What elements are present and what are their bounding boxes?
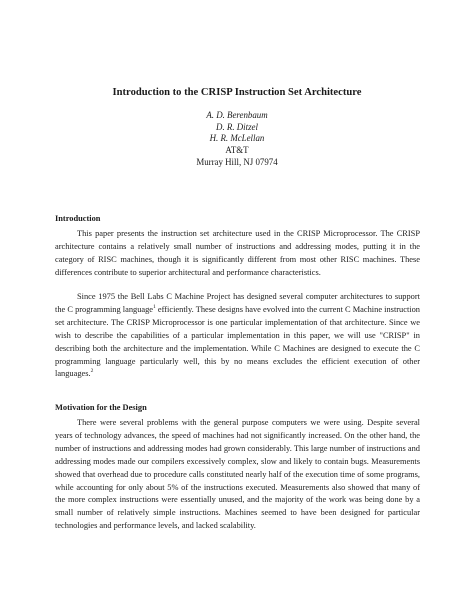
paragraph-text: efficiently. These designs have evolved into the current C Machine instruction set architecture. The CRISP Microprocessor is one particular implementation of that architecture. Since we wish to describe the capabilities of a particular implementation in this paper, we will use "CRISP" in describing both the architecture and the implementation. While C Machines are designed to execute the C programming language particularly well, this by no means excludes the efficient execution of other languages. bbox=[55, 304, 420, 379]
paragraph-text: Since 1975 the Bell Labs C Machine Project has designed several computer architectures to support the C programming language bbox=[55, 292, 420, 314]
affiliation-location: Murray Hill, NJ 07974 bbox=[196, 156, 278, 167]
footnote-marker: 1 bbox=[153, 304, 156, 311]
footnote-marker: 2 bbox=[90, 368, 94, 375]
paragraph-introduction-2 bbox=[55, 291, 420, 381]
section-heading-introduction: Introduction bbox=[55, 214, 101, 223]
author-list bbox=[0, 110, 474, 145]
paragraph-motivation-1: There were several problems with the general purpose computers we were using. Despite several years of technology advances, the speed of machines had not significantly increased. On the other hand, the number of instructions and addressing modes had grown considerably. This large number of instructions and addressing modes made our compilers excessively complex, slow and likely to contain bugs. Measurements showed that overhead due to procedure calls constituted nearly half of the execution time of some programs, while accounting for only about 5% of the instructions executed. Measurements also showed that many of the more complex instructions were essentially unused, and the majority of the work was being done by a small number of relatively simple instructions. Machines seemed to have been designed for particular technologies and performance levels, and lacked scalability. bbox=[55, 418, 420, 531]
paragraph-introduction-1: This paper presents the instruction set architecture used in the CRISP Microprocessor. The CRISP architecture contains a relatively small number of instructions and addressing modes, putting it in the category of RISC machines, though it is significantly different from most other RISC machines. These differences contribute to superior architectural and performance characteristics. bbox=[55, 229, 420, 277]
paper-title: Introduction to the CRISP Instruction Set Architecture bbox=[112, 87, 362, 98]
affiliation-org: AT&T bbox=[225, 145, 249, 155]
author-name: D. R. Ditzel bbox=[216, 121, 258, 132]
author-name: H. R. McLellan bbox=[209, 133, 265, 143]
author-name: A. D. Berenbaum bbox=[206, 110, 268, 120]
affiliation bbox=[0, 145, 474, 168]
section-heading-motivation: Motivation for the Design bbox=[55, 403, 147, 412]
